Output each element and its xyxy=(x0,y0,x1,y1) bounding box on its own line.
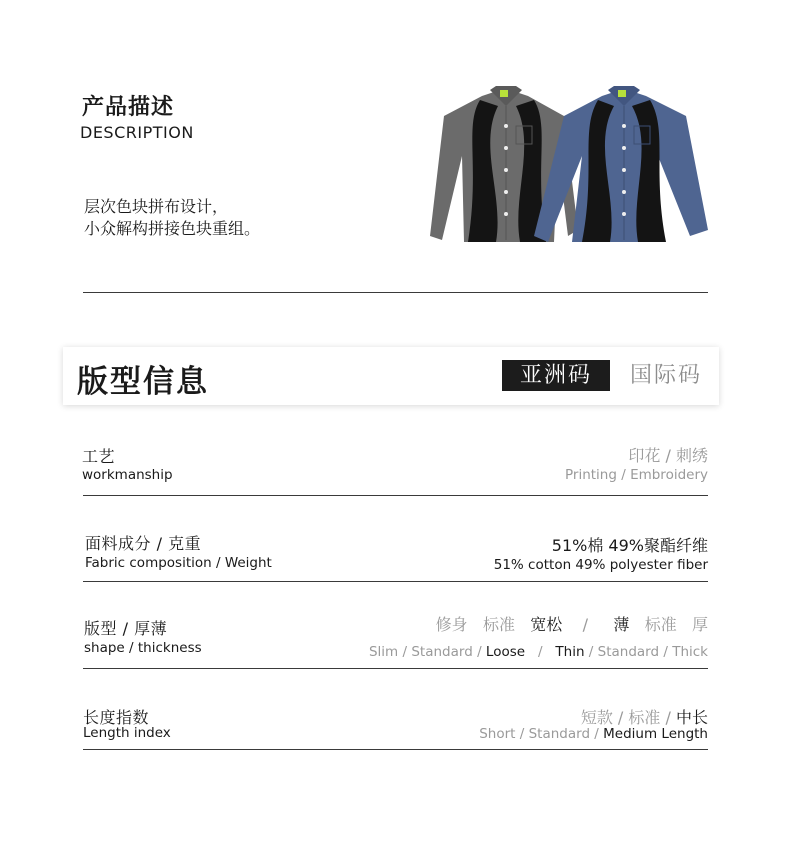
tab-asian-size[interactable]: 亚洲码 xyxy=(502,360,610,391)
length-label: 长度指数 xyxy=(83,708,150,727)
banner-title: 版型信息 xyxy=(77,364,209,400)
row-divider xyxy=(83,495,708,496)
thickness-thin-en: Thin xyxy=(555,644,585,660)
blue-shirt xyxy=(534,86,708,242)
length-standard-en: Standard xyxy=(528,726,591,742)
thickness-standard-en: Standard xyxy=(597,644,660,660)
length-label-en: Length index xyxy=(83,725,171,741)
fabric-label-en: Fabric composition / Weight xyxy=(85,555,272,571)
option-embroidery-en: Embroidery xyxy=(630,467,708,483)
fit-loose-en: Loose xyxy=(485,644,526,660)
description-line-2: 小众解构拼接色块重组。 xyxy=(84,219,261,238)
fabric-value-en: 51% cotton 49% polyester fiber xyxy=(493,557,708,573)
option-printing-en: Printing xyxy=(564,467,617,483)
fit-standard: 标准 xyxy=(482,615,515,634)
workmanship-label: 工艺 xyxy=(82,447,116,466)
description-line-1: 层次色块拼布设计， xyxy=(84,197,229,216)
shape-label-en: shape / thickness xyxy=(84,640,202,656)
product-shirts-image xyxy=(424,86,716,246)
thickness-thin: 薄 xyxy=(613,615,630,634)
length-short-en: Short xyxy=(479,726,516,742)
description-title: 产品描述 xyxy=(82,95,175,120)
row-divider xyxy=(83,749,708,750)
length-standard: 标准 xyxy=(628,708,661,727)
fit-slim-en: Slim xyxy=(368,644,399,660)
length-short: 短款 xyxy=(580,708,613,727)
tab-international-size[interactable]: 国际码 xyxy=(629,363,702,388)
workmanship-options-en: Printing / Embroidery xyxy=(564,467,708,483)
length-options-en: Short / Standard / Medium Length xyxy=(479,726,708,742)
description-text xyxy=(84,196,260,240)
fit-slim: 修身 xyxy=(435,615,468,634)
thickness-standard: 标准 xyxy=(644,615,677,634)
description-divider xyxy=(83,292,708,293)
row-divider xyxy=(83,581,708,582)
length-options: 短款 / 标准 / 中长 xyxy=(580,708,708,727)
shape-options: 修身 标准 宽松 / 薄 标准 厚 xyxy=(435,615,708,634)
fit-standard-en: Standard xyxy=(411,644,473,660)
shape-label: 版型 / 厚薄 xyxy=(84,619,168,638)
row-divider xyxy=(83,668,708,669)
description-subtitle: DESCRIPTION xyxy=(80,123,194,142)
workmanship-options: 印花 / 刺绣 xyxy=(628,446,708,465)
shape-options-en: Slim / Standard / Loose / Thin / Standard / Thick xyxy=(368,644,708,660)
option-printing: 印花 xyxy=(628,446,661,465)
fabric-value: 51%棉 49%聚酯纤维 xyxy=(551,536,708,555)
fabric-label: 面料成分 / 克重 xyxy=(85,534,202,553)
fit-loose: 宽松 xyxy=(530,615,563,634)
thickness-thick-en: Thick xyxy=(672,644,708,660)
thickness-thick: 厚 xyxy=(691,615,708,634)
length-medium: 中长 xyxy=(675,708,708,727)
workmanship-label-en: workmanship xyxy=(82,467,173,483)
option-embroidery: 刺绣 xyxy=(675,446,708,465)
length-medium-en: Medium Length xyxy=(603,726,708,742)
